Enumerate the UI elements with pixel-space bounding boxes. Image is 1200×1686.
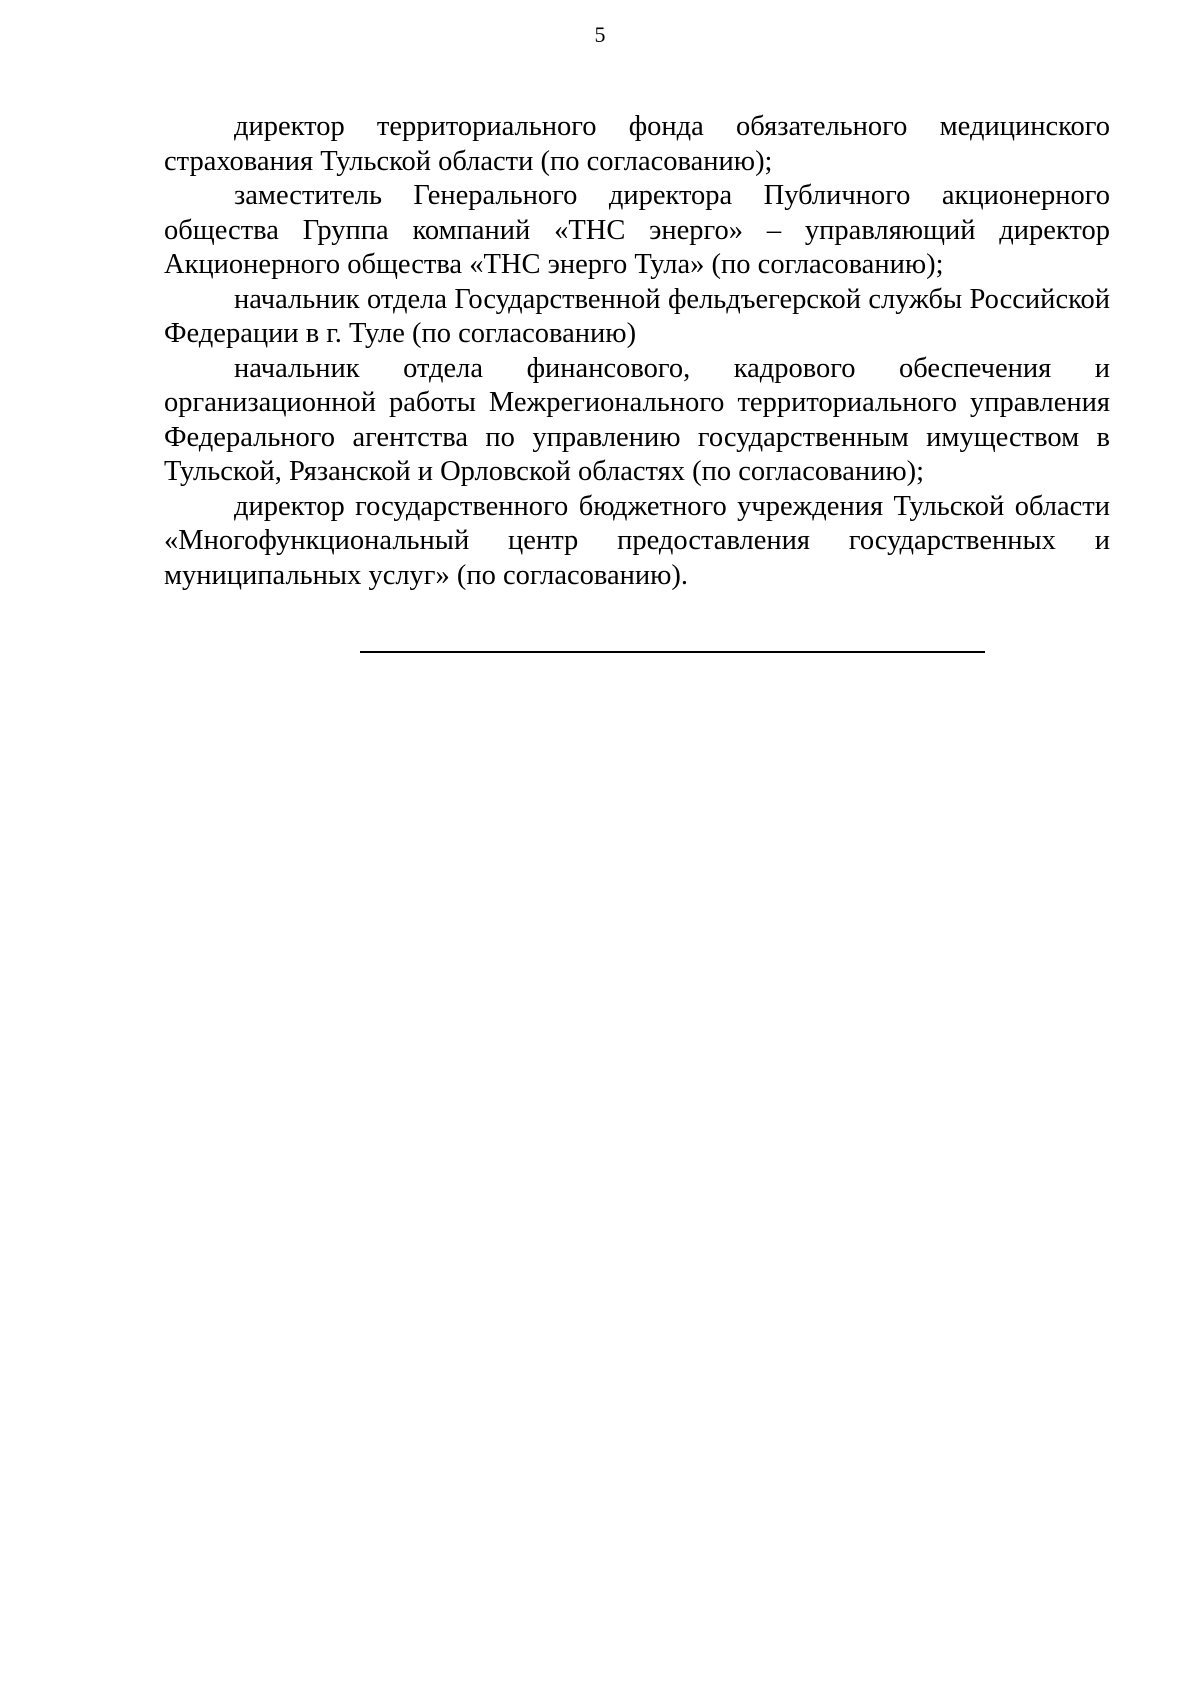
paragraph-property-agency-head: начальник отдела финансового, кадрового обеспечения и организационной работы Межрегионального территориального управления Федерального агентства по управлению государственным имуществом в Тульской, Рязанской и Орловской областях (по согласованию);	[164, 352, 1110, 487]
closing-divider-line	[360, 651, 985, 653]
paragraph-tns-energo-director: заместитель Генерального директора Публичного акционерного общества Группа компаний «ТНС энерго» – управляющий директор Акционерного общества «ТНС энерго Тула» (по согласованию);	[164, 180, 1110, 280]
paragraph-courier-service-head: начальник отдела Государственной фельдъегерской службы Российской Федерации в г. Туле (по согласованию)	[164, 283, 1110, 349]
paragraph-mfc-director: директор государственного бюджетного учреждения Тульской области «Многофункциональный центр предоставления государственных и муниципальных услуг» (по согласованию).	[164, 490, 1110, 591]
document-body	[164, 110, 1110, 593]
paragraph-tfoms-director: директор территориального фонда обязательного медицинского страхования Тульской области (по согласованию);	[164, 111, 1110, 177]
page-number: 5	[594, 22, 606, 47]
